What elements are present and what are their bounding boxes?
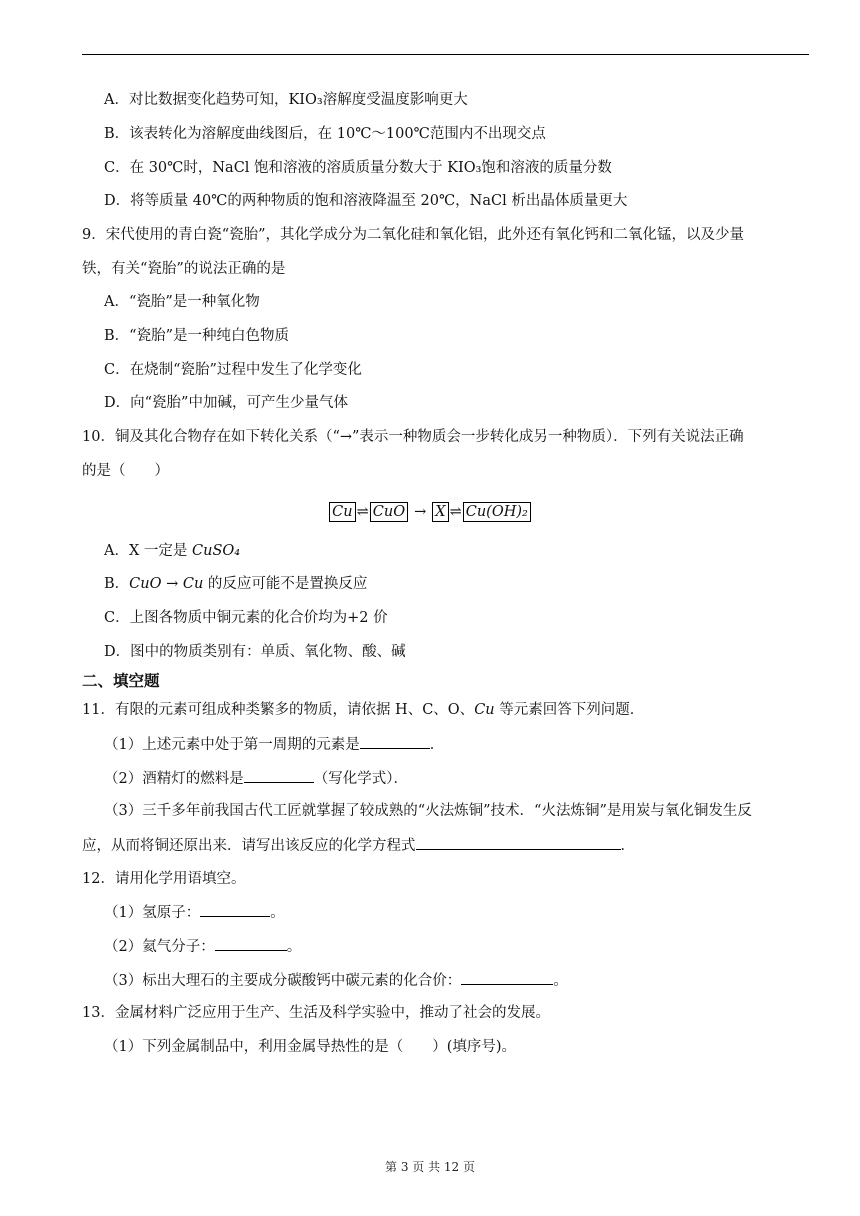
q11-2-text: （2）酒精灯的燃料是 bbox=[104, 771, 244, 787]
q8-option-c: C．在 30℃时，NaCl 饱和溶液的溶质质量分数大于 KIO₃饱和溶液的质量分数 bbox=[104, 160, 612, 176]
q10a-formula: CuSO₄ bbox=[192, 543, 241, 559]
q10-option-c: C．上图各物质中铜元素的化合价均为+2 价 bbox=[104, 610, 388, 626]
q11-part2 bbox=[104, 768, 408, 789]
q10b-formula: CuO → Cu bbox=[129, 576, 204, 592]
q12-3-tail: 。 bbox=[553, 973, 568, 989]
q11-part3-line1: （3）三千多年前我国古代工匠就掌握了较成熟的“火法炼铜”技术．“火法炼铜”是用炭与氧化铜发生反 bbox=[104, 803, 752, 819]
answer-blank[interactable] bbox=[416, 835, 621, 850]
q11-1-tail: ． bbox=[429, 737, 445, 753]
reversible-arrow-2: ⇌ bbox=[449, 504, 462, 520]
reversible-arrow-1: ⇌ bbox=[356, 504, 369, 520]
q12-1-text: （1）氢原子： bbox=[104, 905, 201, 921]
q10b-text: 的反应可能不是置换反应 bbox=[203, 576, 368, 592]
q10-stem-line1: 10．铜及其化合物存在如下转化关系（“→”表示一种物质会一步转化成另一种物质）．下列有关说法正确 bbox=[82, 429, 744, 445]
q10-stem-line2: 的是（ ） bbox=[82, 463, 169, 479]
copper-conversion-diagram bbox=[0, 502, 860, 522]
node-cuoh2: Cu(OH)₂ bbox=[463, 502, 531, 522]
q11-stem-text: 11．有限的元素可组成种类繁多的物质，请依据 H、C、O、 bbox=[82, 702, 475, 718]
forward-arrow: → bbox=[414, 504, 427, 520]
q12-1-tail: 。 bbox=[270, 905, 285, 921]
q12-2-tail: 。 bbox=[286, 939, 302, 955]
answer-blank[interactable] bbox=[244, 768, 314, 783]
header-rule bbox=[82, 54, 809, 55]
section-heading-fill-blank: 二、填空题 bbox=[82, 672, 160, 690]
page-number: 第 3 页 共 12 页 bbox=[385, 1160, 475, 1174]
q12-2-text: （2）氦气分子： bbox=[104, 939, 215, 955]
q12-part2 bbox=[104, 936, 301, 957]
q11-part1 bbox=[104, 734, 444, 755]
q10-option-b bbox=[104, 574, 367, 594]
q12-part1 bbox=[104, 902, 285, 923]
q9-option-b: B．“瓷胎”是一种纯白色物质 bbox=[104, 328, 289, 344]
q8-option-a: A．对比数据变化趋势可知，KIO₃溶解度受温度影响更大 bbox=[104, 92, 468, 108]
q11-1-text: （1）上述元素中处于第一周期的元素是 bbox=[104, 737, 360, 753]
q10a-text: A．X 一定是 bbox=[104, 543, 193, 559]
q11-cu: Cu bbox=[474, 702, 495, 718]
q10-option-a bbox=[104, 541, 240, 561]
answer-blank[interactable] bbox=[215, 936, 287, 951]
q11-stem-tail: 等元素回答下列问题． bbox=[494, 702, 645, 718]
q11-part3-line2 bbox=[82, 835, 635, 856]
q9-option-c: C．在烧制“瓷胎”过程中发生了化学变化 bbox=[104, 362, 362, 378]
answer-blank[interactable] bbox=[360, 734, 430, 749]
node-x: X bbox=[432, 502, 448, 522]
q9-option-d: D．向“瓷胎”中加碱，可产生少量气体 bbox=[104, 395, 348, 411]
q9-option-a: A．“瓷胎”是一种氧化物 bbox=[104, 294, 260, 310]
q8-option-d: D．将等质量 40℃的两种物质的饱和溶液降温至 20℃，NaCl 析出晶体质量更大 bbox=[104, 193, 628, 209]
node-cuo: CuO bbox=[370, 502, 408, 522]
q11-3-text: 应，从而将铜还原出来．请写出该反应的化学方程式 bbox=[82, 838, 416, 854]
node-cu: Cu bbox=[329, 502, 355, 522]
q11-3-tail: ． bbox=[620, 838, 635, 854]
q11-2-tail: （写化学式）． bbox=[313, 771, 408, 787]
q8-option-b: B．该表转化为溶解度曲线图后，在 10℃～100℃范围内不出现交点 bbox=[104, 126, 546, 142]
q13-stem: 13．金属材料广泛应用于生产、生活及科学实验中，推动了社会的发展。 bbox=[82, 1005, 550, 1021]
q10b-label: B． bbox=[104, 576, 130, 592]
answer-blank[interactable] bbox=[461, 970, 553, 985]
q12-part3 bbox=[104, 970, 568, 991]
answer-blank[interactable] bbox=[200, 902, 270, 917]
q13-part1: （1）下列金属制品中，利用金属导热性的是（ ）(填序号)。 bbox=[104, 1039, 517, 1055]
q12-3-text: （3）标出大理石的主要成分碳酸钙中碳元素的化合价： bbox=[104, 973, 462, 989]
q9-stem-line2: 铁，有关“瓷胎”的说法正确的是 bbox=[82, 261, 286, 277]
q10-option-d: D．图中的物质类别有：单质、氧化物、酸、碱 bbox=[104, 644, 406, 660]
q12-stem: 12．请用化学用语填空。 bbox=[82, 871, 246, 887]
q11-stem bbox=[82, 700, 644, 720]
q9-stem-line1: 9．宋代使用的青白瓷“瓷胎”，其化学成分为二氧化硅和氧化铝，此外还有氧化钙和二氧化锰，以及少量 bbox=[82, 227, 745, 243]
